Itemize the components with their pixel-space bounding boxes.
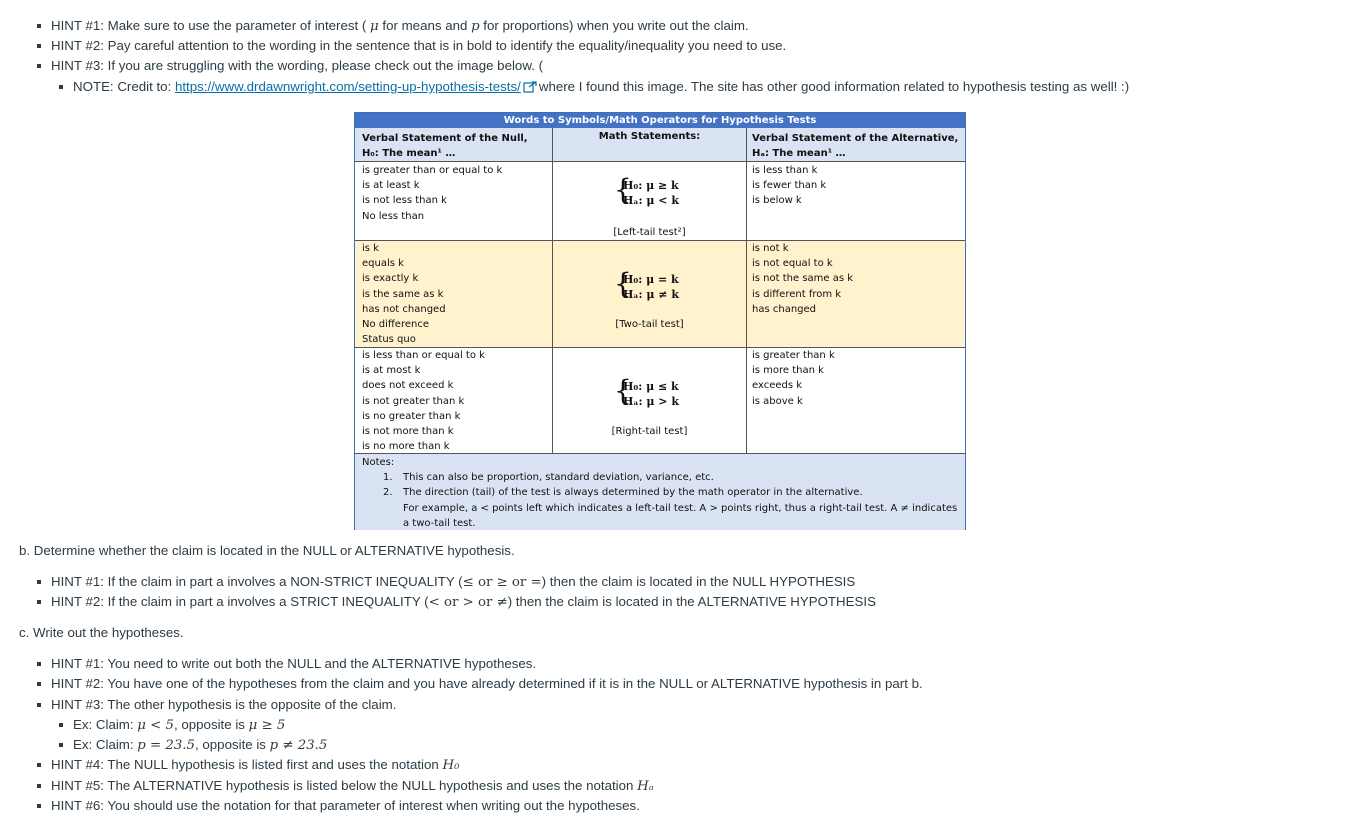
credit-link[interactable]: https://www.drdawnwright.com/setting-up-hypothesis-tests/ (174, 79, 521, 94)
row2-system (623, 272, 679, 302)
brace-symbol: { (614, 173, 632, 206)
brace-symbol: { (614, 267, 632, 300)
table-header-row (355, 128, 965, 161)
example-claim: μ < 5 (137, 718, 174, 733)
hint-text: ) then the claim is located in the NULL HYPOTHESIS (541, 574, 856, 589)
row3-h0: H₀: μ ≤ k (623, 380, 679, 393)
hint-text: HINT #2: If the claim in part a involves a STRICT INEQUALITY ( (51, 594, 429, 609)
phrase: is not less than k (362, 195, 447, 207)
section-b-heading: b. Determine whether the claim is located in the NULL or ALTERNATIVE hypothesis. (19, 543, 515, 558)
phrase: exceeds k (752, 380, 803, 392)
credit-note (73, 78, 1129, 96)
note-2: 2. The direction (tail) of the test is always determined by the math operator in the alternative. (383, 487, 863, 499)
hint-text: for proportions) when you write out the claim. (479, 18, 749, 33)
hint-c6: HINT #6: You should use the notation for that parameter of interest when writing out the hypotheses. (51, 798, 640, 813)
phrase: has not changed (362, 303, 446, 315)
hint-a1 (51, 17, 749, 36)
example-2 (73, 736, 327, 755)
phrase: is at least k (362, 180, 420, 192)
row1-system (623, 178, 679, 208)
table-notes (362, 455, 957, 531)
note-1-text: This can also be proportion, standard deviation, variance, etc. (403, 472, 714, 484)
hint-a2: HINT #2: Pay careful attention to the wording in the sentence that is in bold to identify the equality/inequality you need to use. (51, 38, 787, 53)
operator-symbols: ≤ or ≥ or = (462, 575, 542, 590)
phrase: is greater than k (752, 350, 835, 361)
mu-symbol: μ (370, 19, 379, 34)
row2-test-type: [Two-tail test] (615, 319, 684, 330)
phrase: No difference (362, 319, 429, 331)
example-opposite: p ≠ 23.5 (269, 738, 328, 753)
phrase: is k (362, 243, 379, 254)
row1-test-type: [Left-tail test²] (613, 227, 686, 238)
hint-text: HINT #1: Make sure to use the parameter of interest ( (51, 18, 367, 33)
hint-c2: HINT #2: You have one of the hypotheses from the claim and you have already determined if it is in the NULL or ALTERNATIVE hypothesis in part b. (51, 676, 923, 691)
null-header (362, 131, 528, 161)
null-header-line1: Verbal Statement of the Null, (362, 133, 528, 144)
row3-system (623, 379, 679, 409)
hint-c1: HINT #1: You need to write out both the NULL and the ALTERNATIVE hypotheses. (51, 656, 537, 671)
example-claim: p = 23.5 (137, 738, 195, 753)
note-2-line2: For example, a < points left which indicates a left-tail test. A > points right, thus a right-tail test. A ≠ indicates (403, 502, 958, 514)
math-header: Math Statements: (598, 131, 701, 142)
example-text: , opposite is (173, 717, 249, 732)
phrase: is at most k (362, 365, 421, 377)
phrase: is fewer than k (752, 180, 827, 192)
alt-header-line2: Hₐ: The mean¹ … (752, 148, 846, 160)
hint-text: HINT #1: If the claim in part a involves a NON-STRICT INEQUALITY ( (51, 574, 463, 589)
hint-text: HINT #4: The NULL hypothesis is listed first and uses the notation (51, 757, 443, 772)
hint-b1 (51, 573, 855, 592)
phrase: has changed (752, 303, 817, 315)
hint-text: for means and (378, 18, 472, 33)
table-title: Words to Symbols/Math Operators for Hypothesis Tests (355, 113, 965, 128)
example-1 (73, 716, 285, 735)
phrase: No less than (362, 210, 425, 222)
phrase: is no more than k (362, 441, 450, 453)
example-text: , opposite is (195, 737, 270, 752)
hypothesis-words-table (354, 112, 966, 530)
hint-c4 (51, 756, 459, 775)
phrase: is not more than k (362, 426, 454, 438)
note-prefix: NOTE: Credit to: (73, 79, 175, 94)
phrase: does not exceed k (362, 380, 454, 392)
phrase: is exactly k (362, 273, 419, 285)
phrase: is greater than or equal to k (362, 165, 503, 176)
hint-text: ) then the claim is located in the ALTERNATIVE HYPOTHESIS (507, 594, 876, 609)
row2-ha: Hₐ: μ ≠ k (623, 288, 679, 301)
phrase: equals k (362, 258, 404, 270)
phrase: is not the same as k (752, 273, 854, 285)
phrase: Status quo (362, 334, 416, 346)
row2-h0: H₀: μ = k (623, 273, 679, 286)
phrase: is the same as k (362, 288, 444, 300)
phrase: is above k (752, 395, 803, 407)
hint-a3: HINT #3: If you are struggling with the wording, please check out the image below. ( (51, 58, 544, 73)
alt-header (752, 131, 958, 161)
phrase: is more than k (752, 365, 824, 377)
phrase: is different from k (752, 288, 842, 300)
section-c-heading: c. Write out the hypotheses. (19, 625, 184, 640)
phrase: is less than k (752, 165, 818, 176)
brace-symbol: { (614, 374, 632, 407)
note-2-line3: a two-tail test. (403, 517, 476, 529)
note-2-text: The direction (tail) of the test is always determined by the math operator in the alternative. (403, 487, 863, 499)
row3-null-phrases (362, 348, 485, 454)
example-text: Ex: Claim: (73, 717, 138, 732)
row1-h0: H₀: μ ≥ k (623, 179, 679, 192)
example-text: Ex: Claim: (73, 737, 138, 752)
operator-symbols: < or > or ≠ (428, 595, 508, 610)
row2-alt-phrases (752, 241, 853, 317)
external-link-icon[interactable] (523, 81, 537, 93)
hint-c5 (51, 777, 654, 796)
row3-alt-phrases (752, 348, 835, 409)
row1-ha: Hₐ: μ < k (623, 194, 679, 207)
phrase: is not equal to k (752, 258, 833, 270)
row3-ha: Hₐ: μ > k (623, 395, 679, 408)
h0-symbol: H₀ (442, 758, 460, 773)
p-symbol: p (471, 19, 480, 34)
note-1: 1. This can also be proportion, standard deviation, variance, etc. (383, 472, 714, 484)
row3-test-type: [Right-tail test] (611, 426, 688, 437)
note-suffix: where I found this image. The site has other good information related to hypothesis testing as well! :) (538, 79, 1130, 94)
ha-symbol: Hₐ (637, 779, 654, 794)
phrase: is less than or equal to k (362, 350, 485, 361)
hint-text: HINT #5: The ALTERNATIVE hypothesis is listed below the NULL hypothesis and uses the notation (51, 778, 638, 793)
hint-b2 (51, 593, 876, 612)
null-header-line2: H₀: The mean¹ … (362, 148, 456, 160)
phrase: is not greater than k (362, 395, 465, 407)
phrase: is not k (752, 243, 789, 254)
phrase: is no greater than k (362, 410, 461, 422)
phrase: is below k (752, 195, 802, 207)
hint-c3: HINT #3: The other hypothesis is the opposite of the claim. (51, 697, 397, 712)
example-opposite: μ ≥ 5 (248, 718, 286, 733)
row1-null-phrases (362, 163, 502, 224)
alt-header-line1: Verbal Statement of the Alternative, (752, 133, 959, 144)
row2-null-phrases (362, 241, 446, 347)
row1-alt-phrases (752, 163, 826, 209)
notes-label: Notes: (362, 457, 395, 468)
